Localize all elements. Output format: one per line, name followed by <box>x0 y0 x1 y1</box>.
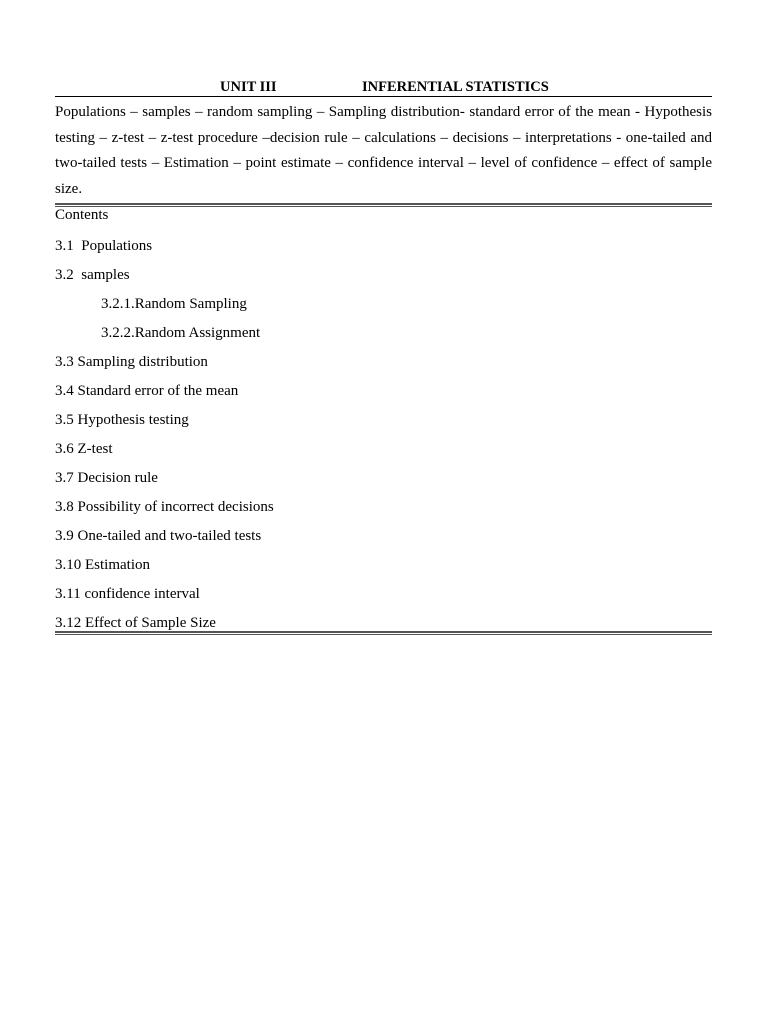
toc-item: 3.1 Populations <box>55 238 153 254</box>
toc-item: 3.7 Decision rule <box>55 470 158 486</box>
unit-header <box>55 79 712 97</box>
toc-subitem: 3.2.2.Random Assignment <box>101 325 261 341</box>
toc-item: 3.9 One-tailed and two-tailed tests <box>55 528 262 544</box>
toc-item: 3.5 Hypothesis testing <box>55 412 189 428</box>
toc-item: 3.4 Standard error of the mean <box>55 383 239 399</box>
toc-item: 3.2 samples <box>55 267 130 283</box>
toc-item: 3.10 Estimation <box>55 557 150 573</box>
table-of-contents <box>55 236 712 642</box>
toc-item: 3.8 Possibility of incorrect decisions <box>55 499 274 515</box>
unit-title: INFERENTIAL STATISTICS <box>362 79 549 95</box>
syllabus-paragraph: Populations – samples – random sampling – Sampling distribution- standard error of the mean - Hypothesis testing – z-test – z-test procedure –decision rule – calculations – decisions – interpretations - one-tailed and two-tailed tests – Estimation – point estimate – confidence interval – level of confidence – effect of sample size. <box>55 104 712 197</box>
section-divider-bottom <box>55 631 712 635</box>
toc-item: 3.11 confidence interval <box>55 586 200 602</box>
toc-item: 3.3 Sampling distribution <box>55 354 208 370</box>
section-divider-top <box>55 203 712 207</box>
unit-number: UNIT III <box>220 79 277 95</box>
contents-heading: Contents <box>55 207 109 223</box>
toc-item: 3.6 Z-test <box>55 441 113 457</box>
toc-item: 3.12 Effect of Sample Size <box>55 615 216 631</box>
toc-subitem: 3.2.1.Random Sampling <box>101 296 247 312</box>
